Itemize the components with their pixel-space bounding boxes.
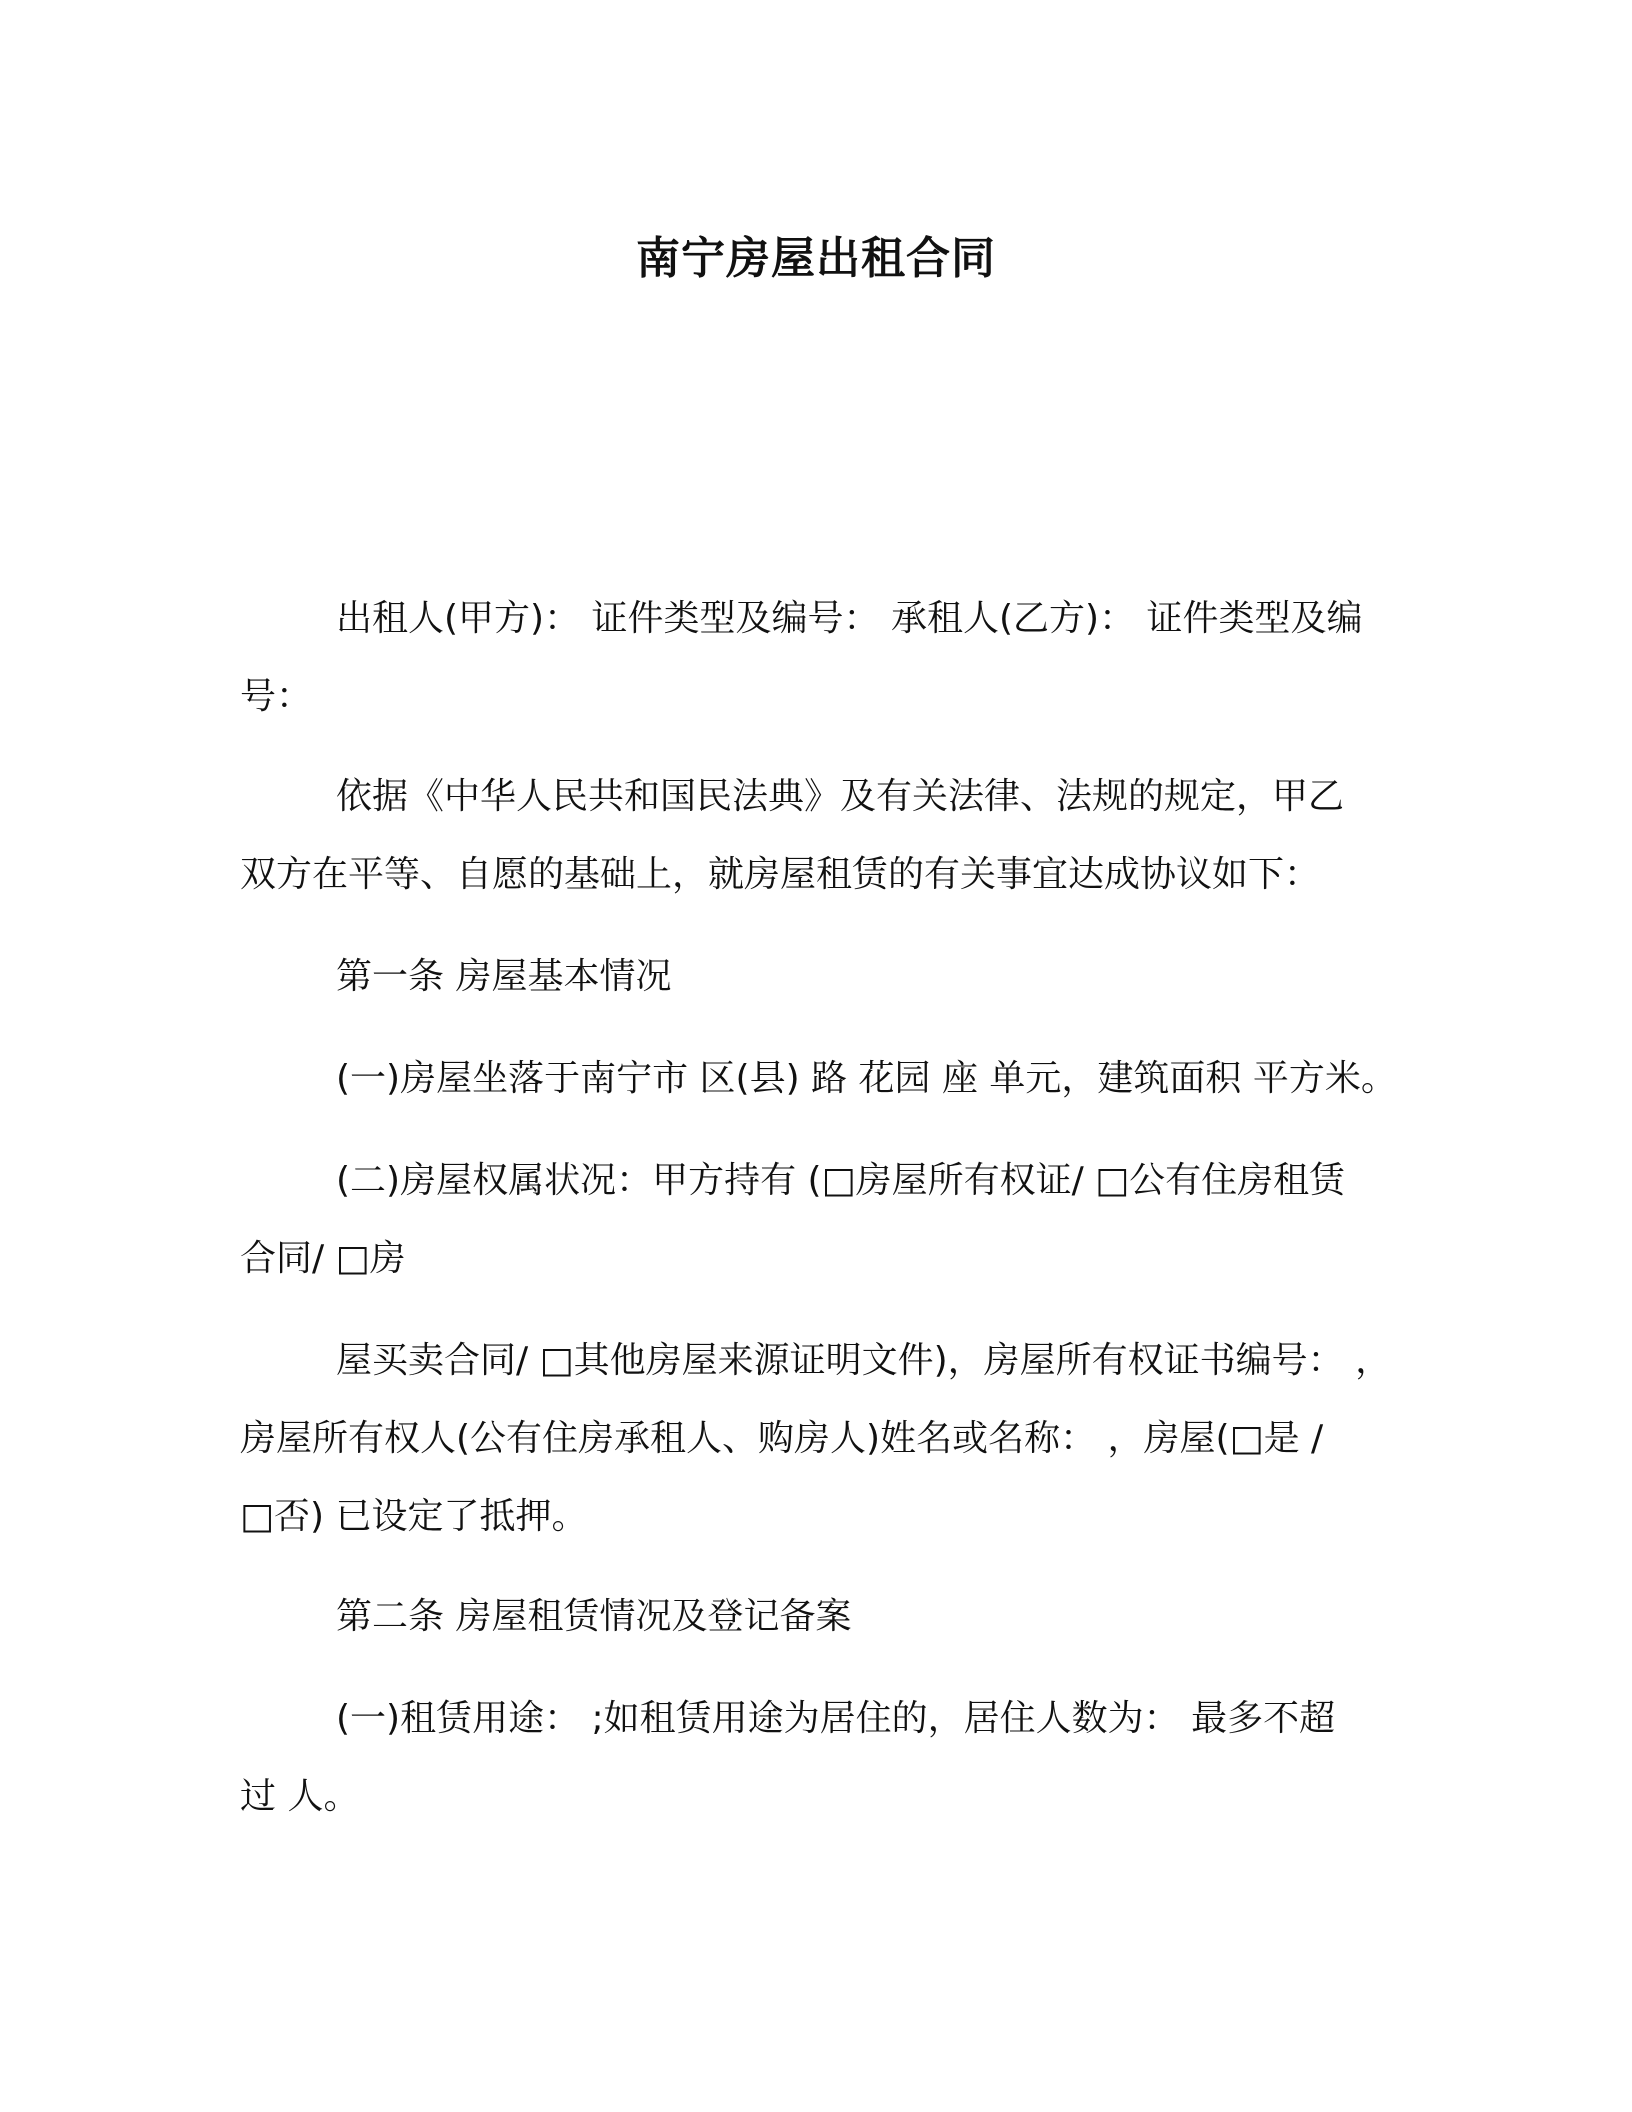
paragraph-line: 依据《中华人民共和国民法典》及有关法律、法规的规定，甲乙 — [336, 776, 1345, 817]
paragraph-line: (一)租赁用途： ;如租赁用途为居住的，居住人数为： 最多不超 — [336, 1698, 1336, 1739]
paragraph-line: 过 人。 — [240, 1776, 360, 1817]
paragraph-parties — [240, 580, 1410, 736]
article-2-heading — [240, 1578, 1410, 1656]
paragraph-line: 第二条 房屋租赁情况及登记备案 — [336, 1596, 852, 1637]
paragraph-line: (一)房屋坐落于南宁市 区(县) 路 花园 座 单元，建筑面积 平方米。 — [336, 1058, 1397, 1099]
paragraph-usage — [240, 1680, 1410, 1836]
paragraph-line: 双方在平等、自愿的基础上，就房屋租赁的有关事宜达成协议如下： — [240, 854, 1321, 895]
paragraph-line: 房屋所有权人(公有住房承租人、购房人)姓名或名称： ，房屋(□是 / — [240, 1418, 1324, 1459]
paragraph-line: 出租人(甲方)： 证件类型及编号： 承租人(乙方)： 证件类型及编 — [336, 598, 1363, 639]
document-title: 南宁房屋出租合同 — [636, 233, 996, 284]
paragraph-line: 合同/ □房 — [240, 1238, 406, 1279]
paragraph-location — [240, 1040, 1410, 1118]
paragraph-ownership-continued — [240, 1322, 1410, 1556]
paragraph-ownership — [240, 1142, 1410, 1298]
paragraph-line: 号： — [240, 676, 313, 717]
paragraph-line: □否) 已设定了抵押。 — [240, 1496, 588, 1537]
paragraph-legal-basis — [240, 758, 1410, 914]
paragraph-line: 第一条 房屋基本情况 — [336, 956, 672, 997]
paragraph-line: 屋买卖合同/ □其他房屋来源证明文件)，房屋所有权证书编号： ， — [336, 1340, 1392, 1381]
article-1-heading — [240, 938, 1410, 1016]
paragraph-line: (二)房屋权属状况：甲方持有 (□房屋所有权证/ □公有住房租赁 — [336, 1160, 1346, 1201]
